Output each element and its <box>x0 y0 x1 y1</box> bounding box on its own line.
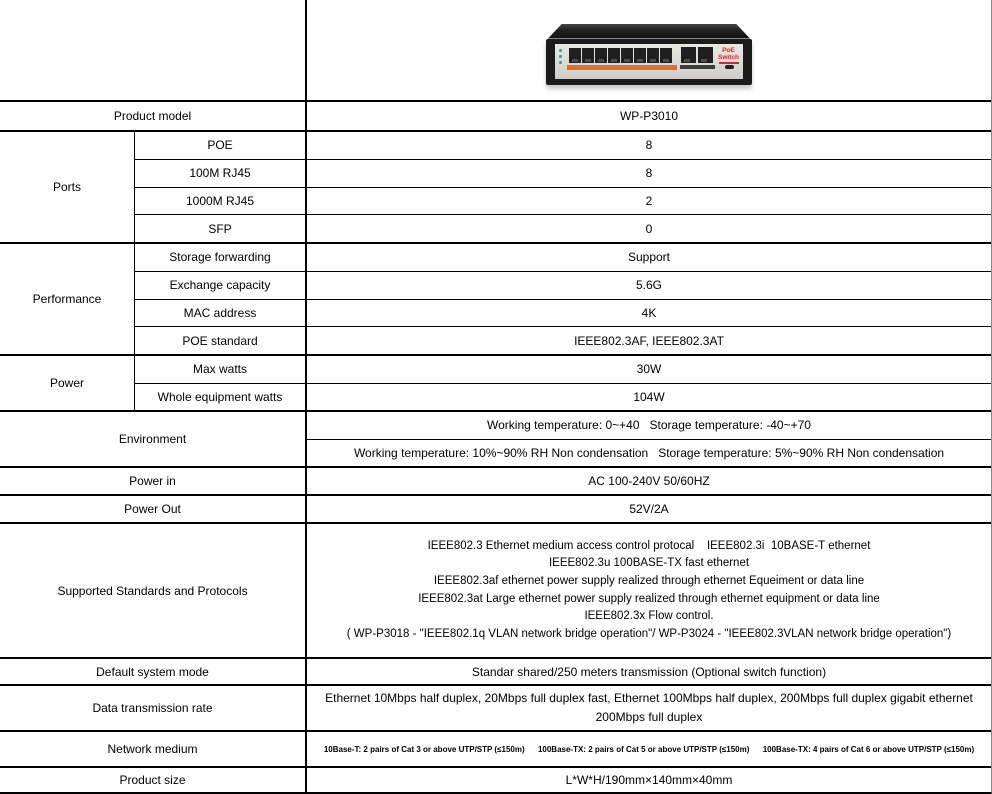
row-product-size <box>0 766 991 792</box>
row-network-medium <box>0 730 991 766</box>
row-exchange-capacity <box>135 271 991 299</box>
switch-uplink-label-strip <box>680 65 715 69</box>
product-size-value: L*W*H/190mm×140mm×40mm <box>565 773 733 787</box>
switch-front-body <box>546 39 752 85</box>
section-environment <box>0 410 991 466</box>
network-medium-value: 10Base-T: 2 pairs of Cat 3 or above UTP/STP (≤150m) 100Base-TX: 2 pairs of Cat 5 or above UTP/STP (≤150m) 100Base-TX: 4 pairs of Cat 6 or above UTP/STP (≤150m) <box>323 744 975 754</box>
rj45-port-icon <box>634 48 646 63</box>
supported-standards-value <box>307 524 991 657</box>
row-1000m-rj45 <box>135 187 991 215</box>
max-watts-value: 30W <box>636 362 662 377</box>
section-power <box>0 354 991 410</box>
standards-line-6: ( WP-P3018 - "IEEE802.1q VLAN network bridge operation"/ WP-P3024 - "IEEE802.3VLAN network bridge operation") <box>346 627 952 640</box>
performance-group-label: Performance <box>0 244 135 354</box>
product-model-label: Product model <box>0 102 307 130</box>
rj45-port-icon <box>608 48 620 63</box>
whole-equipment-watts-value: 104W <box>633 389 665 404</box>
rj45-port-icon <box>595 48 607 63</box>
rj45-uplink-port-icon <box>681 47 696 63</box>
sfp-label: SFP <box>135 215 307 242</box>
default-system-mode-value: Standar shared/250 meters transmission (Optional switch function) <box>471 664 827 679</box>
row-100m-rj45 <box>135 159 991 187</box>
product-model-value: WP-P3010 <box>619 109 679 123</box>
rj45-port-icon <box>621 48 633 63</box>
power-out-label: Power Out <box>0 496 307 522</box>
exchange-capacity-value: 5.6G <box>635 278 662 293</box>
network-medium-label: Network medium <box>0 732 307 766</box>
supported-standards-label: Supported Standards and Protocols <box>0 524 307 657</box>
row-mac-address <box>135 299 991 327</box>
power-in-value: AC 100-240V 50/60HZ <box>588 474 710 488</box>
100m-rj45-value: 8 <box>645 166 653 181</box>
standards-line-3: IEEE802.3af ethernet power supply realized through ethernet Equeiment or data line <box>433 574 865 587</box>
switch-orange-stripe <box>567 65 677 70</box>
row-storage-forwarding <box>135 244 991 271</box>
switch-uplink-ports <box>681 47 713 63</box>
switch-top-lid <box>548 24 750 39</box>
row-power-out <box>0 494 991 522</box>
row-humidity <box>307 439 991 467</box>
environment-label: Environment <box>0 412 307 466</box>
row-whole-equipment-watts <box>135 383 991 411</box>
rj45-uplink-port-icon <box>698 47 713 63</box>
power-in-label: Power in <box>0 468 307 494</box>
data-transmission-rate-label: Data transmission rate <box>0 686 307 730</box>
row-supported-standards <box>0 522 991 657</box>
1000m-rj45-label: 1000M RJ45 <box>135 188 307 215</box>
row-power-in <box>0 466 991 494</box>
storage-forwarding-value: Support <box>627 250 671 265</box>
data-transmission-rate-value: Ethernet 10Mbps half duplex, 20Mbps full duplex fast, Ethernet 100Mbps half duplex, 200Mbps full duplex gigabit ethernet 200Mbps full duplex <box>325 691 977 724</box>
storage-forwarding-label: Storage forwarding <box>135 244 307 271</box>
temperature-value: Working temperature: 0~+40 Storage temperature: -40~+70 <box>487 418 811 433</box>
humidity-value: Working temperature: 10%~90% RH Non condensation Storage temperature: 5%~90% RH Non condensation <box>353 445 945 460</box>
row-default-system-mode <box>0 657 991 684</box>
power-group-label: Power <box>0 356 135 410</box>
standards-line-1: IEEE802.3 Ethernet medium access control protocal IEEE802.3i 10BASE-T ethernet <box>427 539 871 552</box>
poe-value: 8 <box>645 138 653 153</box>
product-image-row <box>0 0 991 100</box>
switch-poe-ports <box>569 48 672 63</box>
section-ports <box>0 130 991 242</box>
default-system-mode-label: Default system mode <box>0 659 307 684</box>
rj45-port-icon <box>647 48 659 63</box>
switch-brand-logo: PoE Switch <box>715 47 742 64</box>
standards-line-5: IEEE802.3x Flow control. <box>584 610 714 623</box>
poe-label: POE <box>135 132 307 159</box>
switch-reset-button <box>725 65 734 69</box>
mac-address-label: MAC address <box>135 300 307 327</box>
standards-line-4: IEEE802.3at Large ethernet power supply realized through ethernet equipment or data line <box>418 592 880 605</box>
poe-standard-value: IEEE802.3AF, IEEE802.3AT <box>574 333 724 348</box>
100m-rj45-label: 100M RJ45 <box>135 160 307 187</box>
row-data-transmission-rate <box>0 684 991 730</box>
image-row-empty-cell <box>0 0 307 100</box>
rj45-port-icon <box>582 48 594 63</box>
product-size-label: Product size <box>0 768 307 792</box>
rj45-port-icon <box>569 48 581 63</box>
whole-equipment-watts-label: Whole equipment watts <box>135 384 307 411</box>
row-sfp <box>135 214 991 242</box>
standards-line-2: IEEE802.3u 100BASE-TX fast ethernet <box>548 557 750 570</box>
product-image-cell <box>307 0 991 100</box>
row-product-model <box>0 100 991 130</box>
mac-address-value: 4K <box>641 305 657 320</box>
row-poe-standard <box>135 326 991 354</box>
ports-group-label: Ports <box>0 132 135 242</box>
switch-led-indicators <box>559 49 562 64</box>
sfp-value: 0 <box>645 221 653 236</box>
row-poe <box>135 132 991 159</box>
row-max-watts <box>135 356 991 383</box>
switch-front-panel <box>555 44 743 79</box>
max-watts-label: Max watts <box>135 356 307 383</box>
power-out-value: 52V/2A <box>629 502 669 516</box>
section-performance <box>0 242 991 354</box>
poe-switch-image <box>546 24 752 85</box>
row-temperature <box>307 412 991 439</box>
1000m-rj45-value: 2 <box>645 193 653 208</box>
poe-standard-label: POE standard <box>135 327 307 354</box>
exchange-capacity-label: Exchange capacity <box>135 272 307 299</box>
rj45-port-icon <box>660 48 672 63</box>
